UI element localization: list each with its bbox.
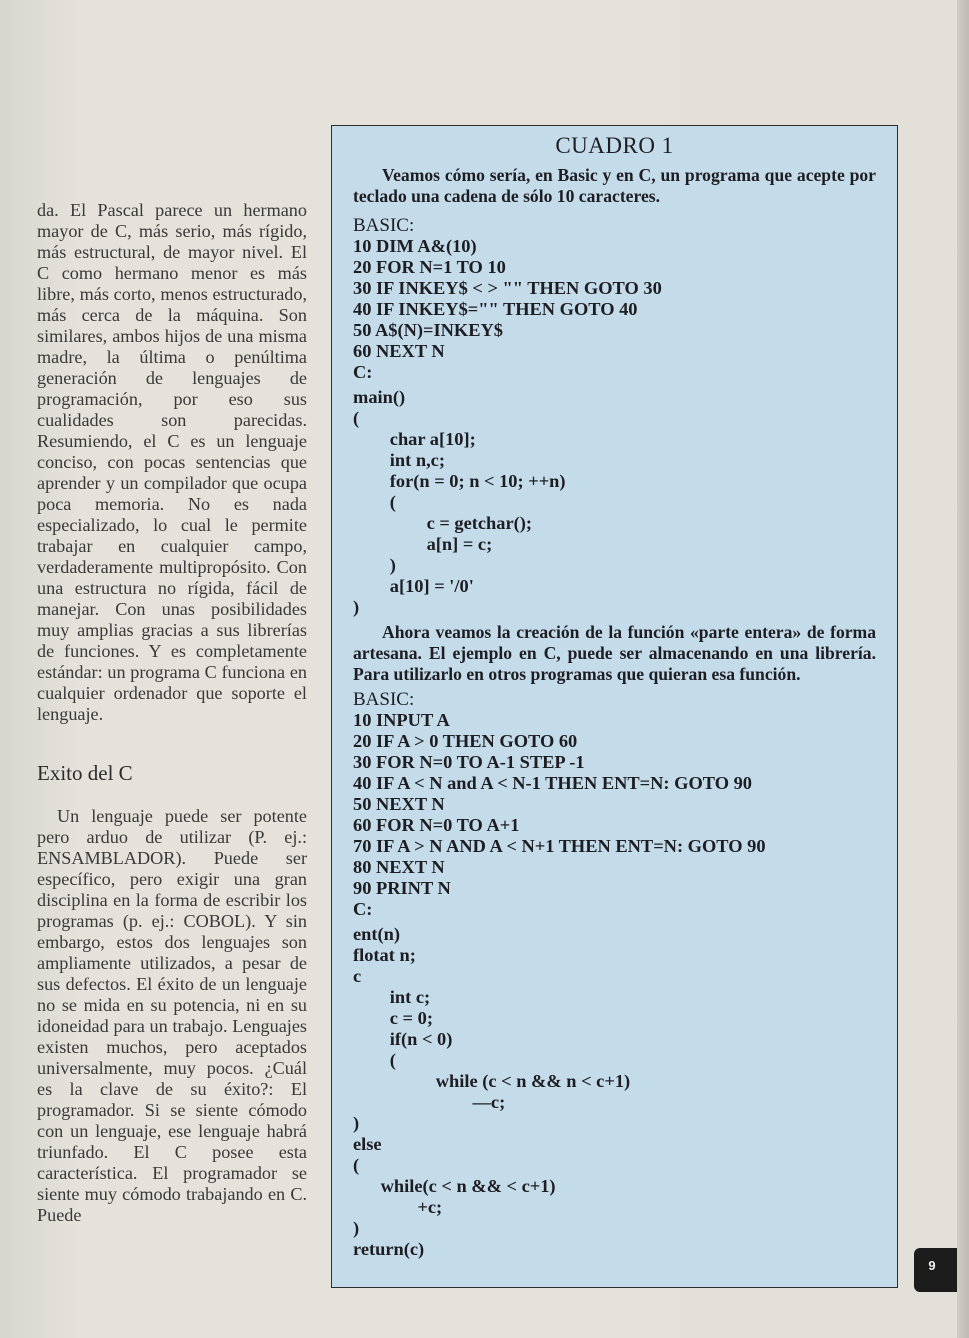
code-line: ) [353,1218,360,1238]
code-line: ( [353,408,360,428]
code-line: 70 IF A > N AND A < N+1 THEN ENT=N: GOTO 90 [353,836,766,856]
page-edge [957,0,969,1338]
code-line: 30 IF INKEY$ < > "" THEN GOTO 30 [353,278,662,298]
box-intro: Veamos cómo sería, en Basic y en C, un programa que acepte por teclado una cadena de sólo 10 caracteres. [353,165,876,206]
code-line: 60 NEXT N [353,341,445,361]
code-line: while(c < n && < c+1) [353,1176,556,1196]
code-line: c = 0; [353,1008,433,1028]
code-line: ( [353,1155,360,1175]
basic-label-1: BASIC: [353,215,415,236]
c-code-block-1 [353,387,876,618]
code-line: —c; [353,1092,506,1112]
code-line: flotat n; [353,945,416,965]
code-line: a[n] = c; [353,534,493,554]
code-line: 80 NEXT N [353,857,445,877]
left-text-column [37,200,307,1226]
code-line: ( [353,492,396,512]
code-line: ent(n) [353,924,400,944]
code-line: a[10] = '/0' [353,576,474,596]
code-line: 40 IF INKEY$="" THEN GOTO 40 [353,299,638,319]
code-line: return(c) [353,1239,425,1259]
code-line: ) [353,555,396,575]
code-line: +c; [353,1197,443,1217]
code-line: for(n = 0; n < 10; ++n) [353,471,566,491]
code-line: 20 IF A > 0 THEN GOTO 60 [353,731,578,751]
code-line: c [353,966,362,986]
code-line: c = getchar(); [353,513,533,533]
box-middle-text: Ahora veamos la creación de la función «parte entera» de forma artesana. El ejemplo en C, puede ser almacenando en una librería. Para utilizarlo en otros programas que quieran esa función. [353,622,876,684]
c-code-block-2 [353,924,876,1260]
code-line: if(n < 0) [353,1029,453,1049]
code-line: 10 INPUT A [353,710,450,730]
box-title: CUADRO 1 [555,133,674,158]
code-line: 90 PRINT N [353,878,451,898]
code-line: main() [353,387,406,407]
code-line: int n,c; [353,450,445,470]
cuadro-box [331,125,898,1288]
section-heading: Exito del C [37,761,133,785]
code-line: while (c < n && n < c+1) [353,1071,631,1091]
code-line: char a[10]; [353,429,476,449]
c-label-2: C: [353,899,373,919]
basic-code-block-2 [353,710,876,899]
body-paragraph-2: Un lenguaje puede ser potente pero arduo de utilizar (P. ej.: ENSAMBLADOR). Puede ser específico, pero exigir una gran disciplina en la forma de escribir los programas (p. ej.: COBOL). Y sin embargo, estos dos lenguajes son ampliamente utilizados, a pesar de sus defectos. El éxito de un lenguaje no se mida en su potencia, ni en su idoneidad para un trabajo. Lenguajes existen muchos, pero aceptados universalmente, muy pocos. ¿Cuál es la clave de su éxito?: El programador. Si se siente cómodo con un lenguaje, ese lenguaje habrá triunfado. El C posee esta característica. El programador se siente muy cómodo trabajando en C. Puede [37,806,307,1225]
code-line: 20 FOR N=1 TO 10 [353,257,506,277]
code-line: 10 DIM A&(10) [353,236,477,256]
code-line: int c; [353,987,431,1007]
code-line: ) [353,597,360,617]
code-line: else [353,1134,382,1154]
code-line: 30 FOR N=0 TO A-1 STEP -1 [353,752,585,772]
basic-code-block-1 [353,236,876,362]
c-label-1: C: [353,362,373,382]
code-line: 60 FOR N=0 TO A+1 [353,815,520,835]
body-paragraph-1: da. El Pascal parece un hermano mayor de C, más serio, más rígido, más estructural, de mayor nivel. El C como hermano menor es más libre, más corto, menos estructurado, más cerca de la máquina. Son similares, ambos hijos de una misma madre, la última o penúltima generación de lenguajes de programación, por eso sus cualidades son parecidas. Resumiendo, el C es un lenguaje conciso, con pocas sentencias que aprender y un compilador que ocupa poca memoria. No es nada especializado, lo cual le permite trabajar en cualquier campo, verdaderamente multipropósito. Con una estructura no rígida, fácil de manejar. Con unas posibilidades muy amplias gracias a sus librerías de funciones. Y es completamente estándar: un programa C funciona en cualquier ordenador que soporte el lenguaje. [37,200,307,724]
code-line: 50 NEXT N [353,794,445,814]
basic-label-2: BASIC: [353,689,415,710]
code-line: 40 IF A < N and A < N-1 THEN ENT=N: GOTO 90 [353,773,752,793]
page-number: 9 [928,1258,936,1273]
code-line: ) [353,1113,360,1133]
code-line: 50 A$(N)=INKEY$ [353,320,503,340]
code-line: ( [353,1050,396,1070]
